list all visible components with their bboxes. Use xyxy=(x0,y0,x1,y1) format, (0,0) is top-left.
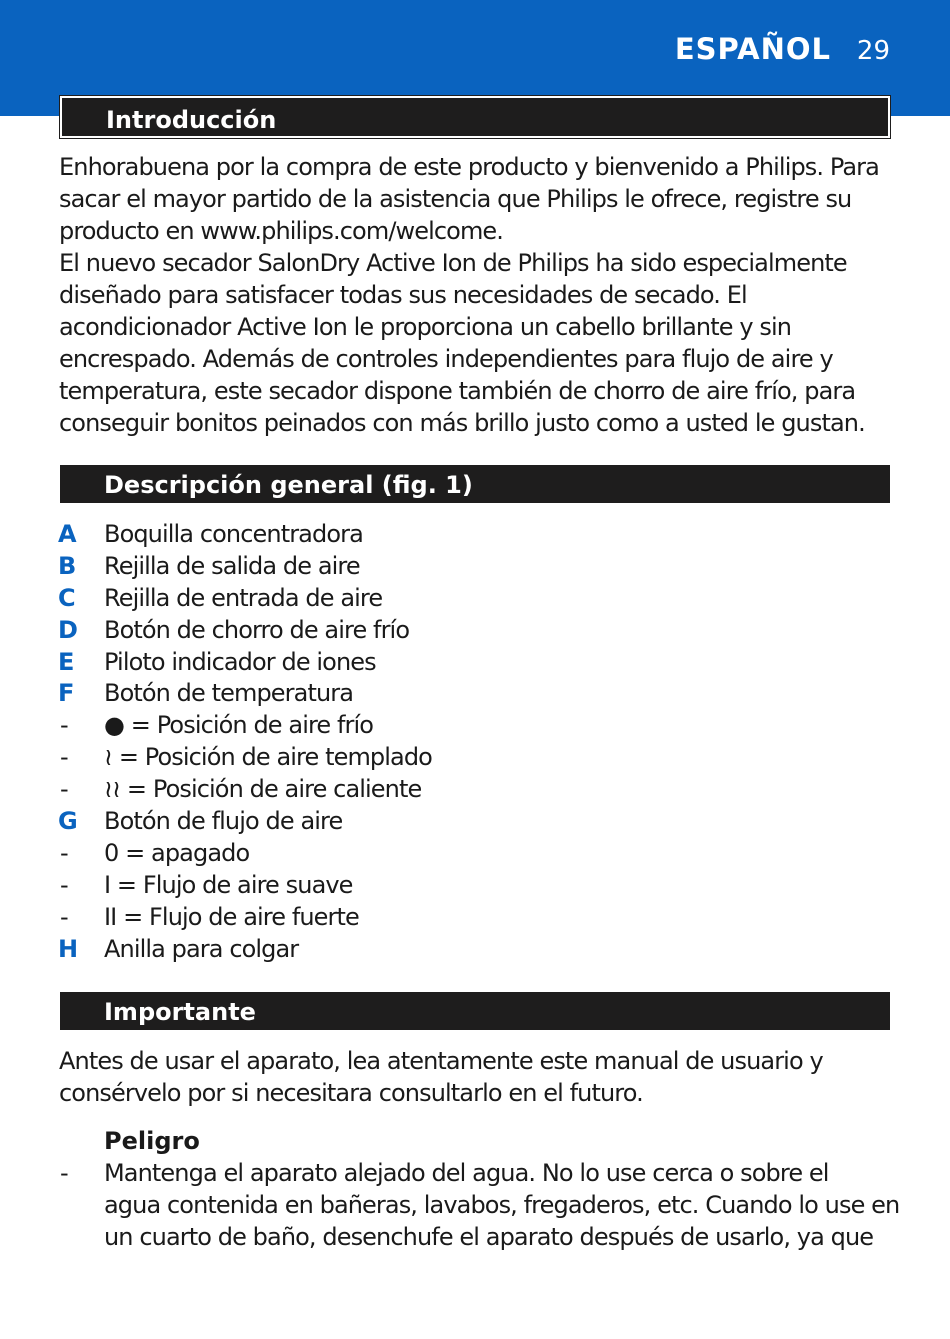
item-text: Anilla para colgar xyxy=(104,934,299,963)
item-text: II = Flujo de aire fuerte xyxy=(104,902,359,931)
list-item xyxy=(58,933,898,965)
text-line: un cuarto de baño, desenchufe el aparato después de usarlo, ya que xyxy=(104,1223,874,1251)
item-dash: - xyxy=(60,902,68,931)
item-text: Botón de chorro de aire frío xyxy=(104,615,410,644)
section-header-introduccion xyxy=(60,96,890,138)
list-item xyxy=(58,646,898,678)
item-text: Botón de flujo de aire xyxy=(104,807,343,836)
text-line: encrespado. Además de controles independientes para flujo de aire y xyxy=(59,345,833,373)
text-line: sacar el mayor partido de la asistencia que Philips le ofrece, registre su xyxy=(59,185,852,213)
text-line: consérvelo por si necesitara consultarlo en el futuro. xyxy=(59,1079,643,1107)
text-line: Enhorabuena por la compra de este producto y bienvenido a Philips. Para xyxy=(59,153,879,181)
item-text: 0 = apagado xyxy=(104,838,250,867)
bullet-text xyxy=(104,1157,904,1253)
item-text: Boquilla concentradora xyxy=(104,520,363,548)
text-line: producto en www.philips.com/welcome. xyxy=(59,217,504,245)
list-item xyxy=(58,901,898,933)
text-line: conseguir bonitos peinados con más brillo justo como a usted le gustan. xyxy=(59,409,865,437)
item-text: ≀ = Posición de aire templado xyxy=(104,743,432,772)
page-number: 29 xyxy=(856,36,890,66)
item-key: G xyxy=(58,807,78,836)
item-key: E xyxy=(58,647,75,676)
item-key: H xyxy=(58,934,79,963)
text-line: temperatura, este secador dispone también de chorro de aire frío, para xyxy=(59,377,856,405)
important-paragraph xyxy=(59,1045,899,1109)
text-line: El nuevo secador SalonDry Active Ion de Philips ha sido especialmente xyxy=(59,249,847,277)
item-key: B xyxy=(58,551,77,580)
list-item xyxy=(58,518,898,550)
item-key: A xyxy=(58,520,77,548)
item-dash: - xyxy=(60,870,68,899)
list-item xyxy=(58,773,898,805)
item-dash: - xyxy=(60,743,68,772)
section-header-descripcion xyxy=(60,465,890,503)
item-dash: - xyxy=(60,775,68,804)
text-line: diseñado para satisfacer todas sus necesidades de secado. El xyxy=(59,281,747,309)
section-title: Descripción general (fig. 1) xyxy=(104,471,473,499)
list-item xyxy=(58,677,898,709)
item-text: ≀≀ = Posición de aire caliente xyxy=(104,775,422,804)
list-item xyxy=(58,741,898,773)
section-header-importante xyxy=(60,992,890,1030)
text-line: Antes de usar el aparato, lea atentamente este manual de usuario y xyxy=(59,1047,823,1075)
item-text: Botón de temperatura xyxy=(104,679,354,708)
text-line: acondicionador Active Ion le proporciona un cabello brillante y sin xyxy=(59,313,792,341)
item-key: F xyxy=(58,679,75,708)
item-key: D xyxy=(58,615,78,644)
section-title: Importante xyxy=(104,998,256,1026)
text-line: Mantenga el aparato alejado del agua. No lo use cerca o sobre el xyxy=(104,1159,829,1187)
danger-heading: Peligro xyxy=(104,1127,200,1155)
list-item xyxy=(58,614,898,646)
list-item xyxy=(58,869,898,901)
list-item xyxy=(58,805,898,837)
item-dash: - xyxy=(60,838,68,867)
item-dash: - xyxy=(60,711,68,740)
list-item xyxy=(58,837,898,869)
item-text: Rejilla de entrada de aire xyxy=(104,583,383,612)
list-item xyxy=(58,582,898,614)
item-text: ● = Posición de aire frío xyxy=(104,711,374,740)
list-item xyxy=(58,550,898,582)
item-text: I = Flujo de aire suave xyxy=(104,870,353,899)
language-label: ESPAÑOL xyxy=(674,32,831,66)
parts-list xyxy=(58,518,898,964)
text-line: agua contenida en bañeras, lavabos, fregaderos, etc. Cuando lo use en xyxy=(104,1191,900,1219)
list-item xyxy=(58,709,898,741)
item-key: C xyxy=(58,583,76,612)
item-text: Rejilla de salida de aire xyxy=(104,551,360,580)
intro-paragraph xyxy=(59,151,899,439)
item-text: Piloto indicador de iones xyxy=(104,647,376,676)
section-title: Introducción xyxy=(106,106,277,134)
bullet-dash: - xyxy=(60,1159,68,1187)
